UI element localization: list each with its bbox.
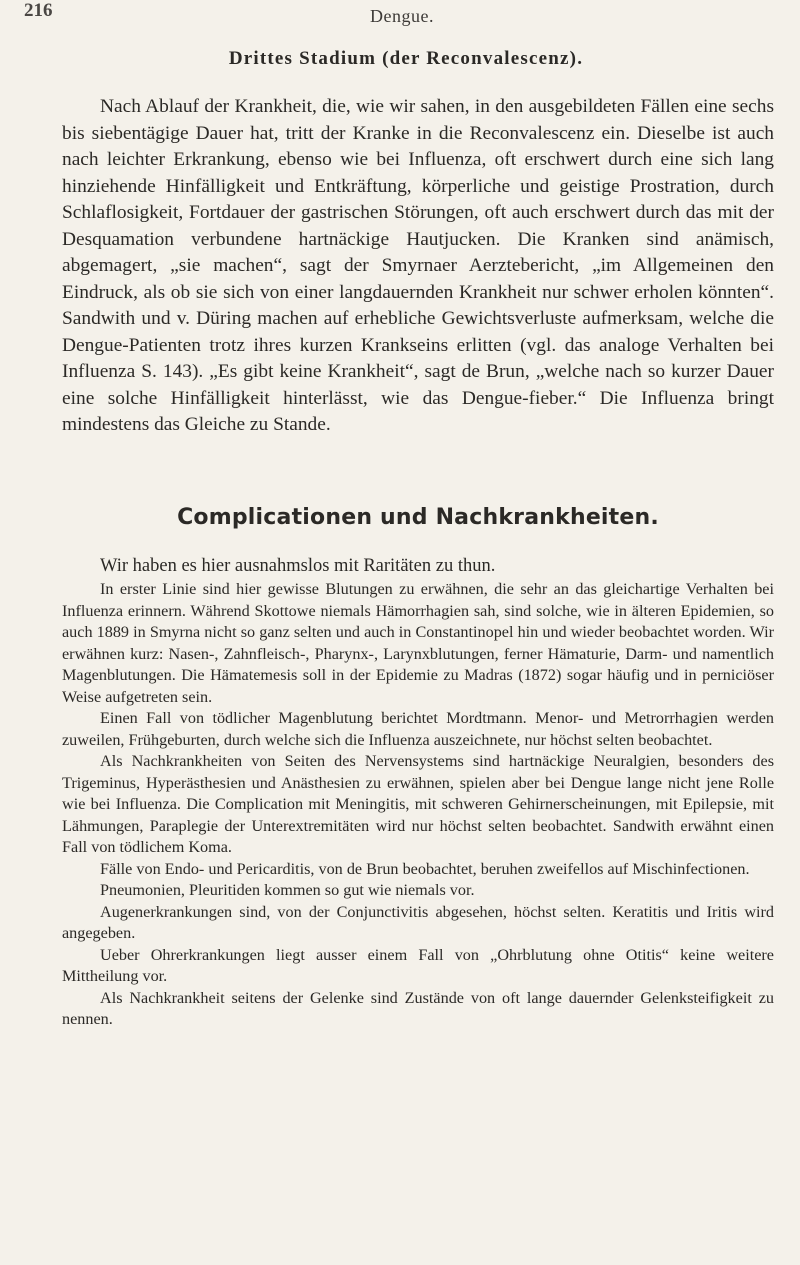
paragraph-bleeding: In erster Linie sind hier gewisse Blutungen zu erwähnen, die sehr an das gleichartige Verhalten bei Influenza erinnern. Während Skottowe niemals Hämorrhagien sah, sind solche, wie in älteren Epidemien, so auch 1889 in Smyrna nicht so ganz selten und auch in Constantinopel hin und wieder beobachtet worden. Wir erwähnen kurz: Nasen-, Zahnfleisch-, Pharynx-, Larynxblutungen, ferner Hämaturie, Darm- und namentlich Magenblutungen. Die Hämatemesis soll in der Epidemie zu Madras (1872) sogar häufig und in perniciöser Weise aufgetreten sein. — [62, 580, 774, 706]
stage-heading: Drittes Stadium (der Reconvalescenz). — [228, 48, 584, 69]
reconvalescence-paragraph: Nach Ablauf der Krankheit, die, wie wir sahen, in den ausgebildeten Fällen eine sechs bis siebentägige Dauer hat, tritt der Kranke in die Reconvalescenz ein. Dieselbe ist auch nach leichter Erkrankung, ebenso wie bei Influenza, oft erschwert durch eine sich lang hinziehende Hinfälligkeit und Entkräftung, körperliche und geistige Prostration, durch Schlaflosigkeit, Fortdauer der gastrischen Störungen, oft auch erschwert durch das mit der Desquamation verbundene hartnäckige Hautjucken. Die Kranken sind anämisch, abgemagert, „sie machen“, sagt der Smyrnaer Aerztebericht, „im Allgemeinen den Eindruck, als ob sie sich von einer langdauernden Krankheit nur schwer erholen könnten“. Sandwith und v. Düring machen auf erhebliche Gewichtsverluste aufmerksam, welche die Dengue-Patienten trotz ihres kurzen Krankseins erlitten (vgl. das analoge Verhalten bei Influenza S. 143). „Es gibt keine Krankheit“, sagt de Brun, „welche nach so kurzer Dauer eine solche Hinfälligkeit hinterlässt, wie das Dengue-fieber.“ Die Influenza bringt mindestens das Gleiche zu Stande. — [62, 96, 774, 435]
intro-paragraph: Wir haben es hier ausnahmslos mit Raritäten zu thun. — [100, 556, 496, 576]
paragraph-gastric-bleeding: Einen Fall von tödlicher Magenblutung berichtet Mordtmann. Menor- und Metrorrhagien werden zuweilen, Frühgeburten, durch welche sich die Influenza auszeichnete, nur höchst selten beobachtet. — [62, 709, 774, 749]
running-title: Dengue. — [370, 6, 434, 26]
complications-body — [62, 553, 774, 1031]
paragraph-nervous-system: Als Nachkrankheiten von Seiten des Nervensystems sind hartnäckige Neuralgien, besonders des Trigeminus, Hyperästhesien und Anästhesien zu erwähnen, spielen aber bei Dengue lange nicht jene Rolle wie bei Influenza. Die Complication mit Meningitis, mit schweren Gehirnerscheinungen, mit Epilepsie, mit Lähmungen, Paraplegie der Unterextremitäten wird nur höchst selten beobachtet. Sandwith erwähnt einen Fall von tödlichem Koma. — [62, 752, 774, 856]
paragraph-eye-disease: Augenerkrankungen sind, von der Conjunctivitis abgesehen, höchst selten. Keratitis und Iritis wird angegeben. — [62, 902, 774, 942]
paragraph-carditis: Fälle von Endo- und Pericarditis, von de Brun beobachtet, beruhen zweifellos auf Mischinfectionen. — [100, 859, 750, 878]
paragraph-ear-disease: Ueber Ohrerkrankungen liegt ausser einem Fall von „Ohrblutung ohne Otitis“ keine weitere Mittheilung vor. — [62, 945, 774, 985]
page-number: 216 — [24, 0, 53, 21]
paragraph-pneumonia: Pneumonien, Pleuritiden kommen so gut wie niemals vor. — [100, 881, 475, 899]
paragraph-joints: Als Nachkrankheit seitens der Gelenke sind Zustände von oft lange dauernder Gelenksteifigkeit zu nennen. — [62, 988, 774, 1028]
section-heading: Complicationen und Nachkrankheiten. — [177, 505, 659, 530]
